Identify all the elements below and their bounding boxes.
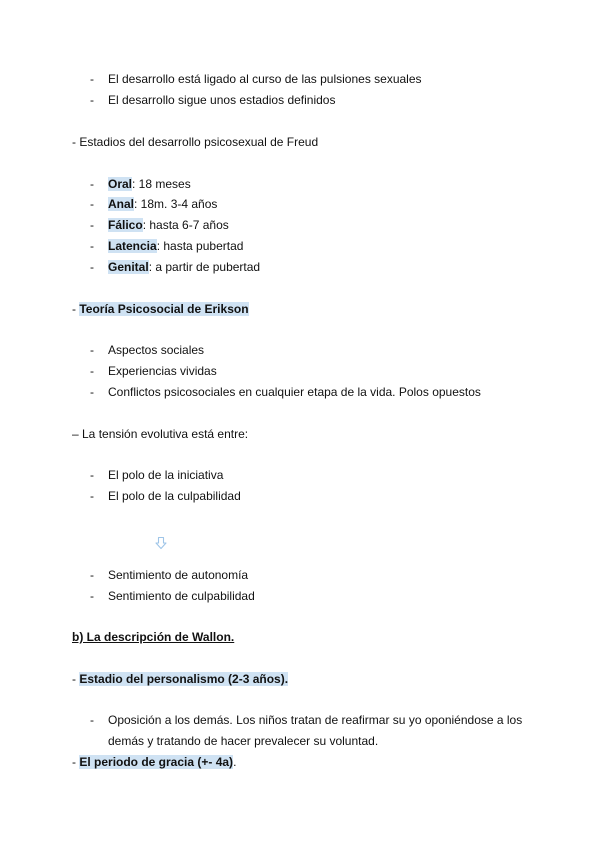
heading-title: El periodo de gracia (+- 4a) xyxy=(79,755,234,769)
heading-gracia xyxy=(72,754,236,770)
bullet-dash: - xyxy=(90,72,94,86)
heading-title: Teoría Psicosocial de Erikson xyxy=(79,302,249,316)
list-item-text: El polo de la iniciativa xyxy=(108,468,224,482)
bullet-dash: - xyxy=(90,489,94,503)
heading-prefix: - xyxy=(72,302,80,316)
stage-term: Oral xyxy=(108,177,133,191)
stage-desc: : 18m. 3-4 años xyxy=(134,197,218,211)
list-item-text: Sentimiento de autonomía xyxy=(108,568,249,582)
stage-term: Genital xyxy=(108,260,149,274)
stage-desc: : a partir de pubertad xyxy=(148,260,261,274)
list-item-text: Conflictos psicosociales en cualquier etapa de la vida. Polos opuestos xyxy=(108,385,481,399)
bullet-dash: - xyxy=(90,468,94,482)
heading-prefix: - xyxy=(72,755,80,769)
stage-desc: : hasta 6-7 años xyxy=(142,218,229,232)
heading-title: Estadio del personalismo (2-3 años). xyxy=(79,672,289,686)
stage-term: Anal xyxy=(108,197,135,211)
heading-personalismo xyxy=(72,671,288,687)
list-item-text: Oposición a los demás. Los niños tratan de reafirmar su yo oponiéndose a los xyxy=(108,713,523,727)
stage-term: Fálico xyxy=(108,218,143,232)
heading-freud: - Estadios del desarrollo psicosexual de Freud xyxy=(72,135,319,149)
heading-suffix: . xyxy=(233,755,237,769)
bullet-dash: - xyxy=(90,713,94,727)
heading-wallon xyxy=(72,629,234,645)
stage-term: Latencia xyxy=(108,239,157,253)
bullet-dash: - xyxy=(90,197,94,211)
bullet-dash: - xyxy=(90,260,94,274)
bullet-dash: - xyxy=(90,93,94,107)
bullet-dash: - xyxy=(90,239,94,253)
heading-title: b) La descripción de Wallon. xyxy=(72,630,235,644)
down-arrow-outline-icon xyxy=(154,536,168,550)
stage-desc: : hasta pubertad xyxy=(156,239,244,253)
bullet-dash: - xyxy=(90,568,94,582)
heading-erikson xyxy=(72,301,249,317)
list-item-text: demás y tratando de hacer prevalecer su voluntad. xyxy=(108,734,379,748)
list-item-text: El desarrollo está ligado al curso de las pulsiones sexuales xyxy=(108,72,422,86)
bullet-dash: - xyxy=(90,385,94,399)
heading-prefix: - xyxy=(72,672,80,686)
list-item-text: El desarrollo sigue unos estadios definidos xyxy=(108,93,336,107)
bullet-dash: - xyxy=(90,218,94,232)
heading-tension: – La tensión evolutiva está entre: xyxy=(72,427,249,441)
list-item-text: Aspectos sociales xyxy=(108,343,205,357)
list-item-text: El polo de la culpabilidad xyxy=(108,489,241,503)
list-item-text: Experiencias vividas xyxy=(108,364,217,378)
bullet-dash: - xyxy=(90,343,94,357)
list-item-text: Sentimiento de culpabilidad xyxy=(108,589,255,603)
bullet-dash: - xyxy=(90,364,94,378)
stage-desc: : 18 meses xyxy=(132,177,191,191)
bullet-dash: - xyxy=(90,177,94,191)
bullet-dash: - xyxy=(90,589,94,603)
